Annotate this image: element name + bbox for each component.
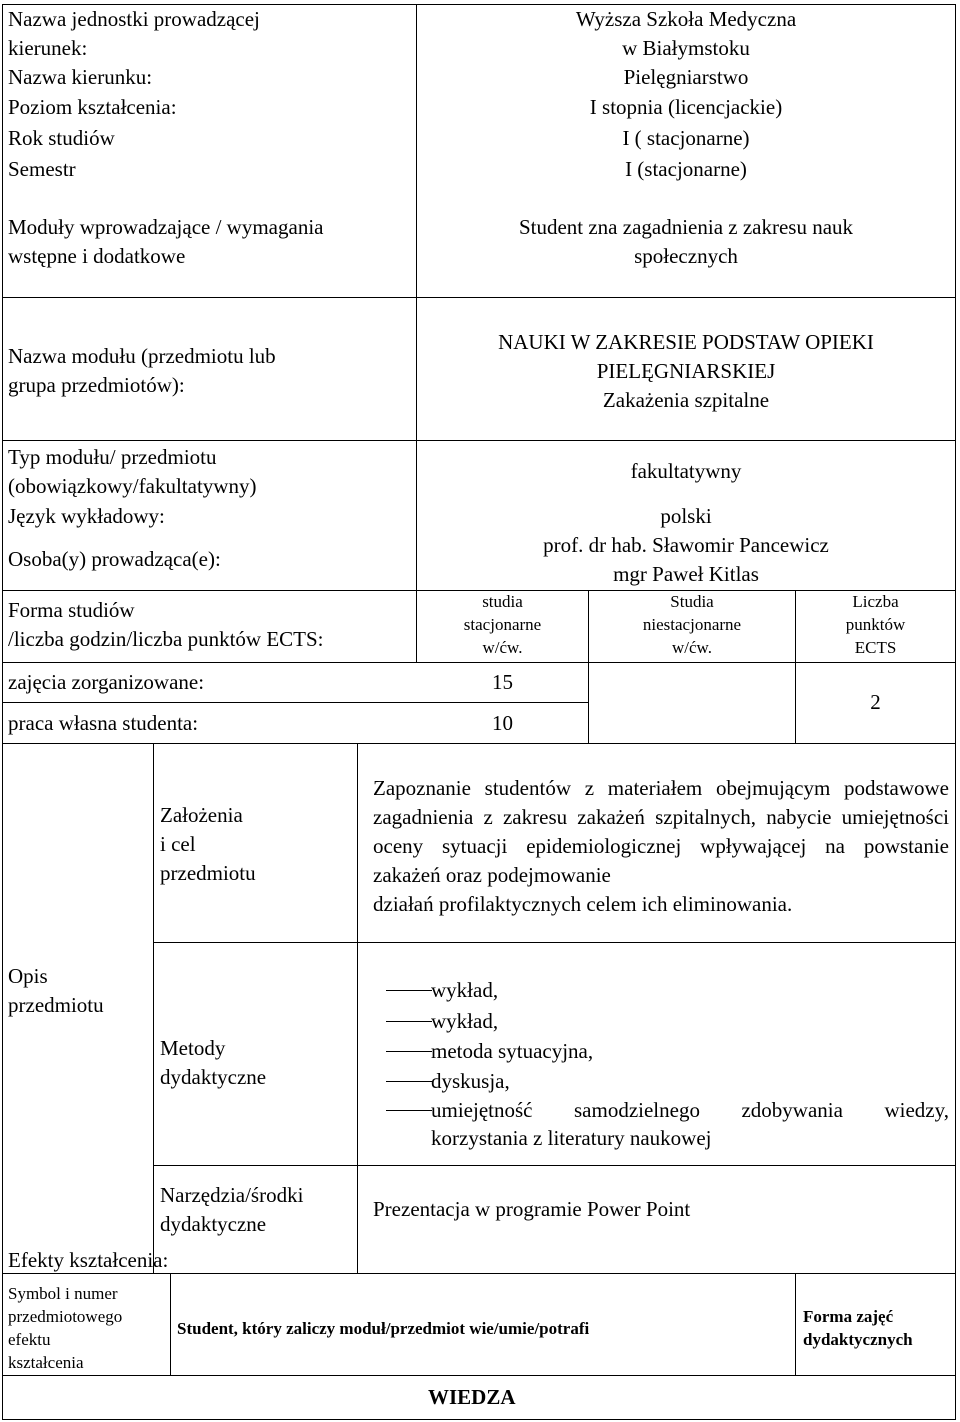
symbol-line-4: kształcenia — [8, 1353, 84, 1372]
col-niestacjonarne-3: w/ćw. — [672, 638, 712, 657]
form-row-3 — [2, 743, 956, 744]
symbol-line-3: efektu — [8, 1330, 51, 1349]
method-item: umiejętność samodzielnego zdobywania wiedzy, — [431, 1098, 949, 1122]
col-niestacjonarne-2: niestacjonarne — [642, 615, 742, 634]
symbol-line-2: przedmiotowego — [8, 1307, 123, 1326]
border-bottom — [2, 1419, 956, 1420]
type-value: fakultatywny — [630, 459, 742, 483]
sep-1 — [2, 297, 956, 298]
selfwork-label: praca własna studenta: — [8, 711, 199, 735]
language-label: Język wykładowy: — [8, 504, 165, 528]
goals-text-main: Zapoznanie studentów z materiałem obejmującym podstawowe zagadnienia z zakresu zakażeń szpitalnych, nabycie umiejętności oceny sytuacji epidemiologicznej wpływającej na powstanie zakażeń oraz podejmowanie — [373, 776, 949, 887]
desc-col-2 — [357, 743, 358, 1273]
opis-line-2: przedmiotu — [8, 993, 104, 1017]
goals-text — [373, 774, 949, 919]
symbol-line-1: Symbol i numer — [8, 1284, 118, 1303]
module-label-2: grupa przedmiotów): — [8, 373, 185, 397]
prereq-value-2: społecznych — [634, 244, 738, 268]
desc-col-1 — [153, 743, 154, 1273]
value-year: I ( stacjonarne) — [622, 126, 750, 150]
form-row-2 — [2, 702, 589, 703]
student-header: Student, który zaliczy moduł/przedmiot wie/umie/potrafi — [177, 1319, 590, 1338]
module-label-1: Nazwa modułu (przedmiotu lub — [8, 344, 276, 368]
tools-label-2: dydaktyczne — [160, 1212, 267, 1236]
desc-row-1 — [153, 942, 956, 943]
organized-label: zajęcia zorganizowane: — [8, 670, 205, 694]
col-ects-1: Liczba — [852, 592, 899, 611]
method-item-cont: korzystania z literatury naukowej — [431, 1126, 712, 1150]
tools-value: Prezentacja w programie Power Point — [373, 1197, 691, 1221]
desc-row-2 — [153, 1165, 956, 1166]
label-field-name: Nazwa kierunku: — [8, 65, 153, 89]
out-col-1 — [170, 1273, 171, 1375]
label-level: Poziom kształcenia: — [8, 95, 177, 119]
label-year: Rok studiów — [8, 126, 115, 150]
col-stacjonarne-3: w/ćw. — [482, 638, 523, 657]
type-label-1: Typ modułu/ przedmiotu — [8, 445, 217, 469]
label-unit: Nazwa jednostki prowadzącej — [8, 7, 260, 31]
dash-icon — [386, 1051, 432, 1052]
dash-icon — [386, 990, 432, 991]
form-label-1: Forma studiów — [8, 598, 135, 622]
dash-icon — [386, 1021, 432, 1022]
teachers-label: Osoba(y) prowadząca(e): — [8, 547, 221, 571]
organized-value: 15 — [492, 670, 513, 694]
col-ects-3: ECTS — [854, 638, 897, 657]
value-unit-1: Wyższa Szkoła Medyczna — [575, 7, 797, 31]
method-item: wykład, — [431, 1009, 499, 1033]
col-ects-2: punktów — [845, 615, 906, 634]
type-label-2: (obowiązkowy/fakultatywny) — [8, 474, 257, 498]
method-item: metoda sytuacyjna, — [431, 1039, 594, 1063]
border-right — [955, 4, 956, 1420]
selfwork-value: 10 — [492, 711, 513, 735]
form-classes-1: Forma zajęć — [803, 1307, 894, 1326]
form-label-2: /liczba godzin/liczba punktów ECTS: — [8, 627, 324, 651]
border-left — [2, 4, 3, 1420]
col-stacjonarne-1: studia — [482, 592, 523, 611]
prereq-value-1: Student zna zagadnienia z zakresu nauk — [518, 215, 854, 239]
opis-line-1: Opis — [8, 964, 48, 988]
label-kierunek: kierunek: — [8, 36, 88, 60]
teacher-2: mgr Paweł Kitlas — [613, 562, 759, 586]
methods-label-1: Metody — [160, 1036, 226, 1060]
col-niestacjonarne-1: Studia — [670, 592, 714, 611]
tools-label-1: Narzędzia/środki — [160, 1183, 304, 1207]
goals-label-3: przedmiotu — [160, 861, 256, 885]
methods-label-2: dydaktyczne — [160, 1065, 267, 1089]
module-value-1: NAUKI W ZAKRESIE PODSTAW OPIEKI — [498, 330, 874, 354]
out-row-1 — [2, 1375, 956, 1376]
value-field-name: Pielęgniarstwo — [623, 65, 749, 89]
value-level: I stopnia (licencjackie) — [589, 95, 783, 119]
method-item: wykład, — [431, 978, 499, 1002]
goals-label-2: i cel — [160, 832, 196, 856]
dash-icon — [386, 1081, 432, 1082]
col-stacjonarne-2: stacjonarne — [463, 615, 542, 634]
goals-text-last: działań profilaktycznych celem ich eliminowania. — [373, 892, 793, 916]
section-wiedza: WIEDZA — [428, 1385, 516, 1409]
label-semester: Semestr — [8, 157, 76, 181]
value-unit-2: w Białymstoku — [622, 36, 750, 60]
prereq-label-1: Moduły wprowadzające / wymagania — [8, 215, 324, 239]
language-value: polski — [660, 504, 712, 528]
outcomes-label: Efekty kształcenia: — [8, 1248, 169, 1272]
form-classes-2: dydaktycznych — [803, 1330, 913, 1349]
ects-value: 2 — [870, 690, 881, 714]
out-col-2 — [795, 1273, 796, 1375]
module-value-3: Zakażenia szpitalne — [602, 388, 770, 412]
goals-label-1: Założenia — [160, 803, 243, 827]
prereq-label-2: wstępne i dodatkowe — [8, 244, 186, 268]
method-item: dyskusja, — [431, 1069, 510, 1093]
module-value-2: PIELĘGNIARSKIEJ — [596, 359, 776, 383]
teacher-1: prof. dr hab. Sławomir Pancewicz — [543, 533, 829, 557]
sep-2 — [2, 440, 956, 441]
dash-icon — [386, 1110, 432, 1111]
value-semester: I (stacjonarne) — [625, 157, 747, 181]
form-row-1 — [2, 662, 956, 663]
